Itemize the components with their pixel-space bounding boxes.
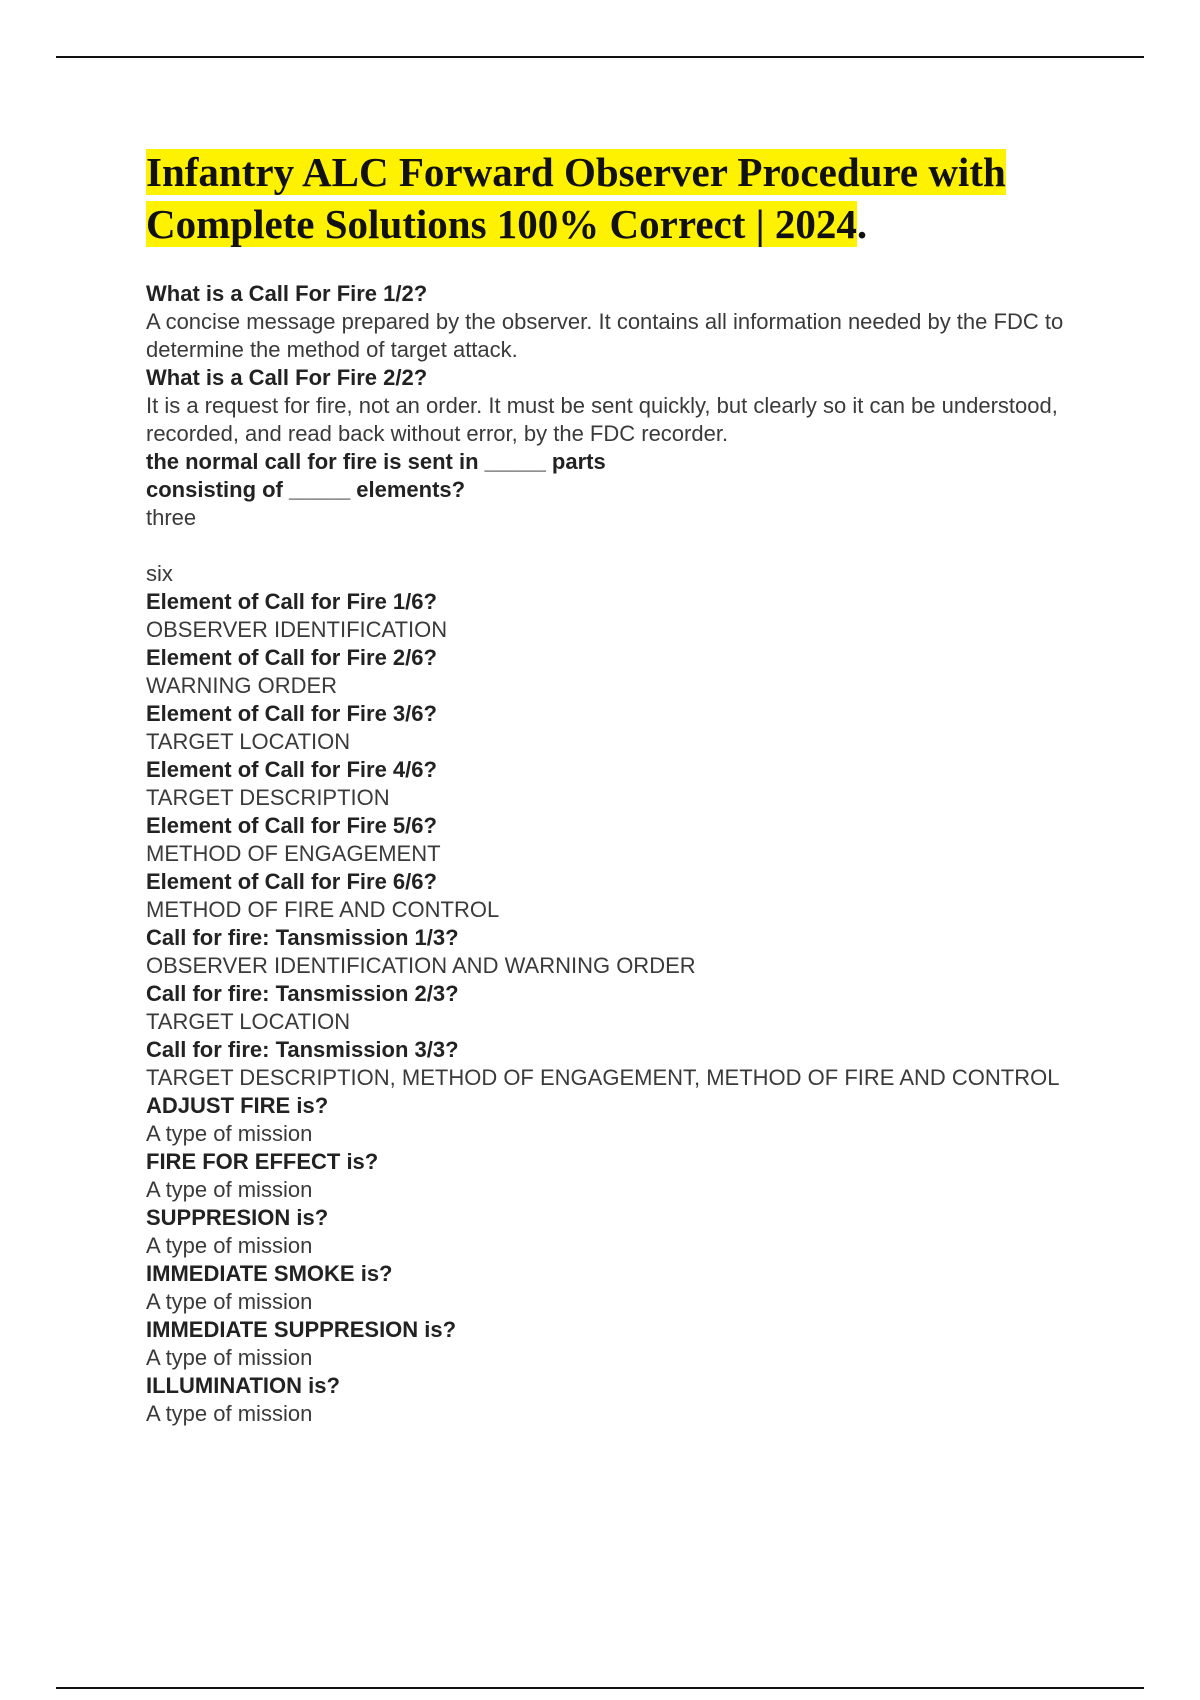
question: ILLUMINATION is? <box>146 1373 340 1398</box>
answer: three six <box>146 505 197 586</box>
title-highlight: Infantry ALC Forward Observer Procedure with Complete Solutions 100% Correct | 2024 <box>146 149 1006 247</box>
question: Element of Call for Fire 6/6? <box>146 869 437 894</box>
answer: A type of mission <box>146 1401 313 1426</box>
question: What is a Call For Fire 1/2? <box>146 281 428 306</box>
question: What is a Call For Fire 2/2? <box>146 365 428 390</box>
answer: TARGET LOCATION <box>146 729 351 754</box>
answer: It is a request for fire, not an order. It must be sent quickly, but clearly so it can be understood, recorded, and read back without error, by the FDC recorder. <box>146 393 1058 446</box>
answer: WARNING ORDER <box>146 673 338 698</box>
question: IMMEDIATE SMOKE is? <box>146 1261 393 1286</box>
question: FIRE FOR EFFECT is? <box>146 1149 379 1174</box>
top-rule <box>56 56 1144 58</box>
answer: A type of mission <box>146 1289 313 1314</box>
answer: METHOD OF FIRE AND CONTROL <box>146 897 500 922</box>
answer: A type of mission <box>146 1345 313 1370</box>
question: SUPPRESION is? <box>146 1205 329 1230</box>
answer: A concise message prepared by the observer. It contains all information needed by the FDC to determine the method of target attack. <box>146 309 1064 362</box>
question: Call for fire: Tansmission 2/3? <box>146 981 459 1006</box>
answer: TARGET DESCRIPTION, METHOD OF ENGAGEMENT, METHOD OF FIRE AND CONTROL <box>146 1065 1060 1090</box>
question: Element of Call for Fire 3/6? <box>146 701 437 726</box>
question: Element of Call for Fire 1/6? <box>146 589 437 614</box>
question: Call for fire: Tansmission 3/3? <box>146 1037 459 1062</box>
title-period: . <box>856 201 868 247</box>
answer: METHOD OF ENGAGEMENT <box>146 841 441 866</box>
answer: A type of mission <box>146 1121 313 1146</box>
question: Element of Call for Fire 2/6? <box>146 645 437 670</box>
answer: TARGET DESCRIPTION <box>146 785 390 810</box>
question: the normal call for fire is sent in _____ parts consisting of _____ elements? <box>146 449 606 502</box>
question: ADJUST FIRE is? <box>146 1093 329 1118</box>
question: Element of Call for Fire 4/6? <box>146 757 437 782</box>
question: Element of Call for Fire 5/6? <box>146 813 437 838</box>
answer: TARGET LOCATION <box>146 1009 351 1034</box>
bottom-rule <box>56 1687 1144 1689</box>
qa-list <box>146 280 1086 1428</box>
answer: OBSERVER IDENTIFICATION <box>146 617 448 642</box>
document-title <box>146 146 1086 250</box>
answer: A type of mission <box>146 1233 313 1258</box>
answer: OBSERVER IDENTIFICATION AND WARNING ORDER <box>146 953 696 978</box>
question: Call for fire: Tansmission 1/3? <box>146 925 459 950</box>
answer: A type of mission <box>146 1177 313 1202</box>
question: IMMEDIATE SUPPRESION is? <box>146 1317 457 1342</box>
document-body <box>146 146 1086 1428</box>
